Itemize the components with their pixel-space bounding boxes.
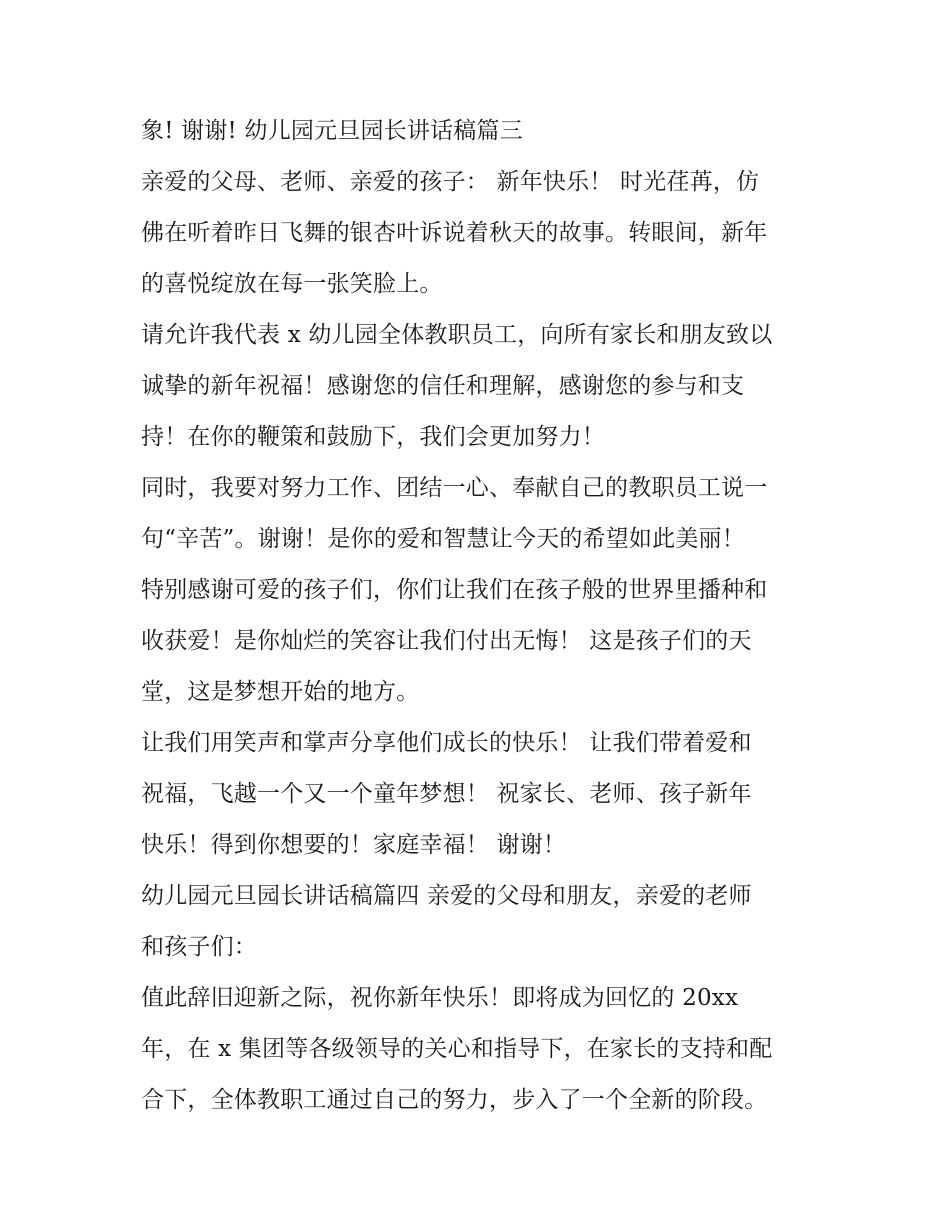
text-line: 亲爱的父母、老师、亲爱的孩子： 新年快乐！ 时光荏苒，仿 [141,169,760,195]
text-line: 年，在 x 集团等各级领导的关心和指导下，在家长的支持和配 [141,1036,773,1062]
text-line: 让我们用笑声和掌声分享他们成长的快乐！ 让我们带着爱和 [141,730,752,756]
text-line: 合下，全体教职工通过自己的努力，步入了一个全新的阶段。 [141,1087,768,1113]
text-line: 同时，我要对努力工作、团结一心、奉献自己的教职员工说一 [141,475,768,501]
text-line: 特别感谢可爱的孩子们，你们让我们在孩子般的世界里播种和 [141,577,768,603]
text-line: 堂，这是梦想开始的地方。 [141,679,420,705]
text-line: 值此辞旧迎新之际，祝你新年快乐！即将成为回忆的 20xx [141,985,739,1011]
text-line: 句“辛苦”。谢谢！是你的爱和智慧让今天的希望如此美丽！ [141,526,745,552]
text-line: 持！在你的鞭策和鼓励下，我们会更加努力！ [141,424,605,450]
text-line: 请允许我代表 x 幼儿园全体教职员工，向所有家长和朋友致以 [141,322,773,348]
text-line: 幼儿园元旦园长讲话稿篇四 亲爱的父母和朋友，亲爱的老师 [141,883,752,909]
text-line: 收获爱！是你灿烂的笑容让我们付出无悔！ 这是孩子们的天 [141,628,752,654]
text-line: 的喜悦绽放在每一张笑脸上。 [141,271,443,297]
text-line: 象! 谢谢! 幼儿园元旦园长讲话稿篇三 [141,118,523,144]
text-line: 快乐！得到你想要的！家庭幸福！ 谢谢！ [141,832,567,858]
document-body [141,106,821,1126]
text-line: 佛在听着昨日飞舞的银杏叶诉说着秋天的故事。转眼间，新年 [141,220,768,246]
text-line: 祝福，飞越一个又一个童年梦想！ 祝家长、老师、孩子新年 [141,781,752,807]
text-line: 诚挚的新年祝福！感谢您的信任和理解，感谢您的参与和支 [141,373,745,399]
text-line: 和孩子们： [141,934,257,960]
